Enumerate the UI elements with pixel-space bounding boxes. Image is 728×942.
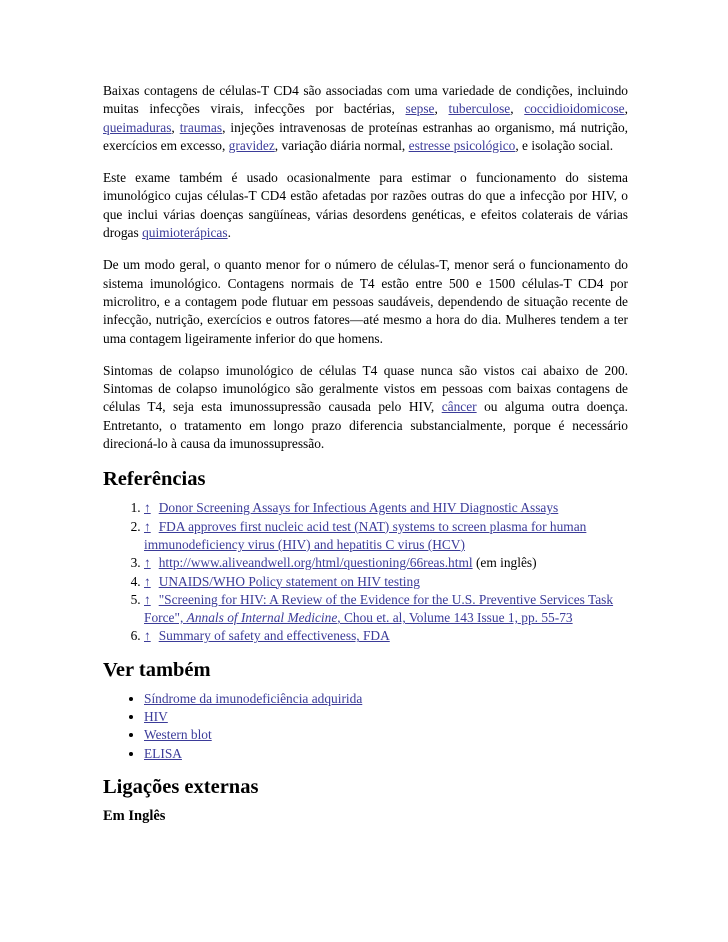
link-coccidioidomicose[interactable]: coccidioidomicose — [524, 101, 625, 117]
link-queimaduras[interactable]: queimaduras — [103, 119, 172, 135]
reference-item — [144, 627, 628, 645]
backlink-arrow[interactable]: ↑ — [144, 573, 151, 589]
paragraph-collapse-symptoms: Sintomas de colapso imunológico de células T4 quase nunca são vistos cai abaixo de 200. Sintomas de colapso imunológico são geralmente vistos em pessoas com baixas contagens de células T4, seja esta imunossupressão causada pelo HIV, câncer ou alguma outra doença. Entretanto, o tratamento em longo prazo diferencia substancialmente, porque é necessário direcioná-lo à causa da imunossupressão. — [103, 362, 628, 452]
paragraph-normal-counts: De um modo geral, o quanto menor for o número de células-T, menor será o funcionamento do sistema imunológico. Contagens normais de T4 estão entre 500 e 1500 células-T CD4 por microlitro, e a contagem pode flutuar em pessoas saudáveis, dependendo de situação recente de infecção, nutrição, exercícios e outros fatores—até mesmo a hora do dia. Mulheres tendem a ter uma contagem ligeiramente inferior do que homens. — [103, 257, 628, 346]
backlink-arrow[interactable]: ↑ — [144, 591, 151, 607]
list-item — [144, 745, 628, 763]
reference-item — [144, 518, 628, 555]
link-tuberculose[interactable]: tuberculose — [448, 101, 511, 117]
see-also-list — [103, 690, 628, 763]
list-item — [144, 708, 628, 726]
see-also-link[interactable]: HIV — [144, 709, 168, 725]
reference-link[interactable]: http://www.aliveandwell.org/html/questioning/66reas.html — [158, 555, 473, 571]
reference-link[interactable]: Donor Screening Assays for Infectious Agents and HIV Diagnostic Assays — [158, 500, 559, 516]
external-links-heading: Ligações externas — [103, 775, 259, 798]
link-estresse-psicologico[interactable]: estresse psicológico — [408, 137, 516, 153]
see-also-link[interactable]: Western blot — [144, 727, 212, 743]
backlink-arrow[interactable]: ↑ — [144, 518, 151, 534]
article-body — [103, 82, 628, 825]
list-item — [144, 726, 628, 744]
link-sepse[interactable]: sepse — [405, 101, 435, 117]
reference-link[interactable]: FDA approves first nucleic acid test (NAT) systems to screen plasma for human immunodeficiency virus (HIV) and hepatitis C virus (HCV) — [144, 518, 587, 552]
see-also-link[interactable]: Síndrome da imunodeficiência adquirida — [144, 690, 363, 706]
reference-item — [144, 573, 628, 591]
backlink-arrow[interactable]: ↑ — [144, 500, 151, 516]
reference-item — [144, 591, 628, 628]
link-gravidez[interactable]: gravidez — [228, 137, 275, 153]
reference-item — [144, 499, 628, 517]
reference-item: 3. ↑ http://www.aliveandwell.org/html/questioning/66reas.html (em inglês) — [144, 554, 628, 572]
reference-link[interactable]: "Screening for HIV: A Review of the Evidence for the U.S. Preventive Services Task Force", Annals of Internal Medicine, Chou et. al, Volume 143 Issue 1, pp. 55-73 — [144, 591, 614, 626]
see-also-heading: Ver também — [103, 658, 211, 681]
backlink-arrow[interactable]: ↑ — [144, 628, 151, 644]
link-quimioterapicas[interactable]: quimioterápicas — [142, 225, 228, 241]
backlink-arrow[interactable]: ↑ — [144, 555, 151, 571]
link-cancer[interactable]: câncer — [441, 399, 477, 415]
reference-link[interactable]: UNAIDS/WHO Policy statement on HIV testing — [158, 573, 420, 589]
paragraph-low-cd4-conditions: Baixas contagens de células-T CD4 são associadas com uma variedade de condições, incluindo muitas infecções virais, infecções por bactérias, sepse, tuberculose, coccidioidomicose, queimaduras, traumas, injeções intravenosas de proteínas estranhas ao organismo, má nutrição, exercícios em excesso, gravidez, variação diária normal, estresse psicológico, e isolação social. — [103, 83, 628, 153]
paragraph-other-uses: Este exame também é usado ocasionalmente para estimar o funcionamento do sistema imunológico cujas células-T CD4 estão afetadas por razões outras do que a infecção por HIV, o que inclui várias doenças sangüíneas, várias desordens genéticas, e efeitos colaterais de várias drogas quimioterápicas. — [103, 170, 628, 241]
references-list — [103, 499, 628, 645]
reference-link[interactable]: Summary of safety and effectiveness, FDA — [158, 628, 390, 644]
see-also-link[interactable]: ELISA — [144, 745, 182, 761]
link-traumas[interactable]: traumas — [179, 119, 223, 135]
references-heading: Referências — [103, 468, 206, 491]
external-links-subheading: Em Inglês — [103, 807, 166, 824]
list-item — [144, 690, 628, 708]
